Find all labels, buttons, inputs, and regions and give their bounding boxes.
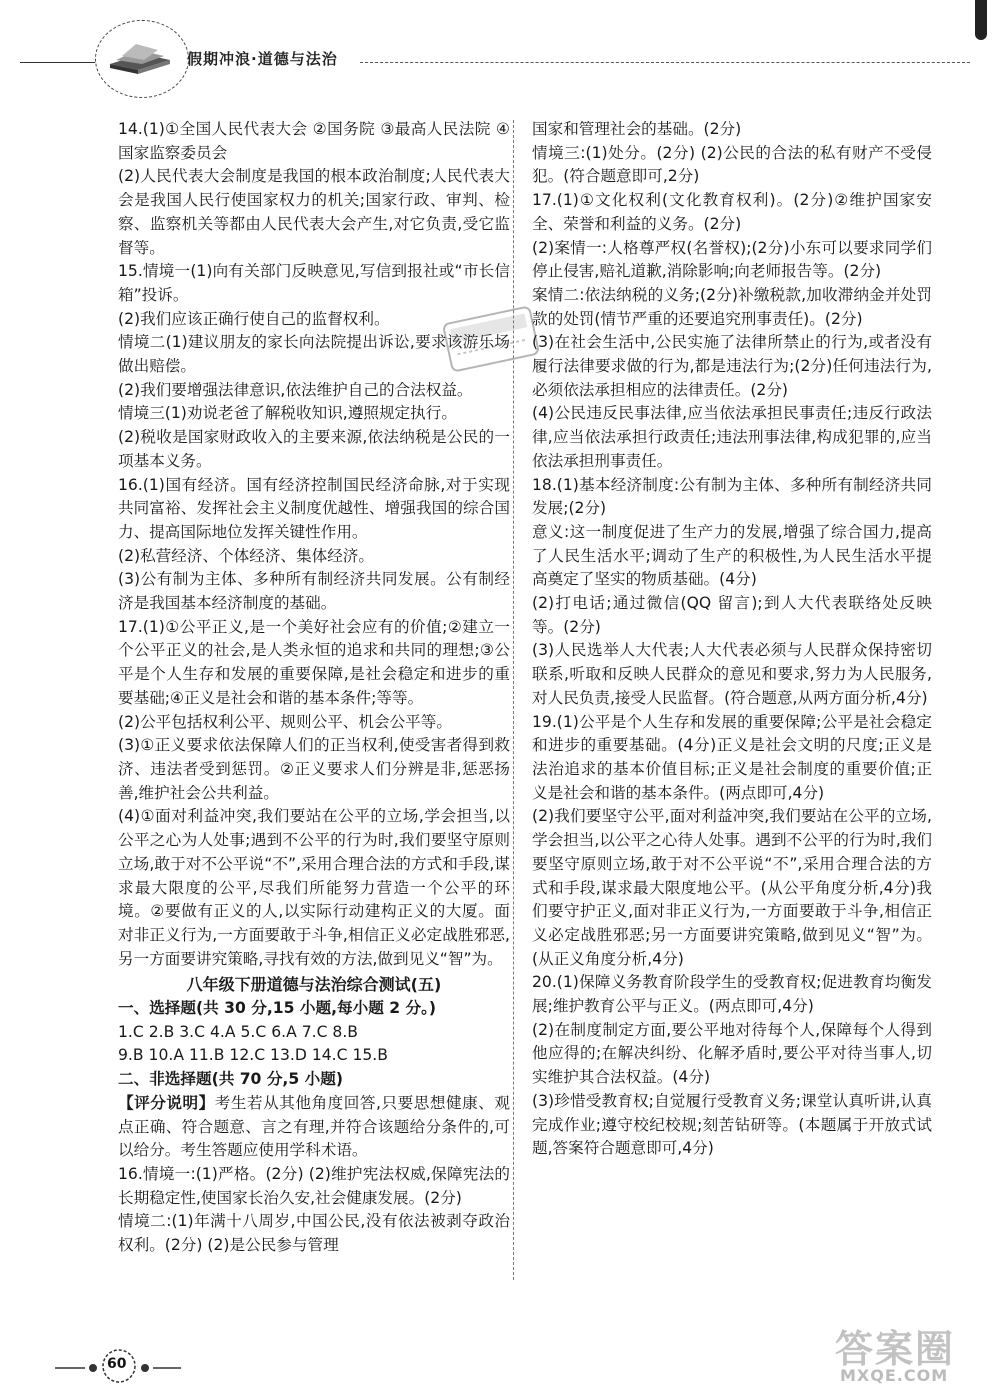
answer-paragraph: 意义:这一制度促进了生产力的发展,增强了综合国力,提高了人民生活水平;调动了生产的积极性,为人民生活水平提高奠定了坚实的物质基础。(4分)	[532, 522, 932, 589]
answer-paragraph: (3)①正义要求依法保障人们的正当权利,使受害者得到救济、违法者受到惩罚。②正义要求人们分辨是非,惩恶扬善,维护社会公共利益。	[118, 736, 510, 802]
answer-paragraph: 案情二:依法纳税的义务;(2分)补缴税款,加收滞纳金并处罚款的处罚(情节严重的还要追究刑事责任)。(2分)	[532, 285, 932, 328]
scoring-note	[118, 1092, 510, 1163]
answer-paragraph: (2)在制度制定方面,要公平地对待每个人,保障每个人得到他应得的;在解决纠纷、化解矛盾时,要公平对待当事人,切实维护其合法权益。(4分)	[532, 1020, 932, 1087]
answer-paragraph: 16.情境一:(1)严格。(2分) (2)维护宪法权威,保障宪法的长期稳定性,使国家长治久安,社会健康发展。(2分)	[118, 1164, 510, 1207]
answer-paragraph: (2)税收是国家财政收入的主要来源,依法纳税是公民的一项基本义务。	[118, 428, 510, 470]
answer-paragraph: (2)我们应该正确行使自己的监督权利。	[118, 309, 390, 328]
book-icon	[108, 40, 172, 74]
answer-paragraph: (2)公平包括权利公平、规则公平、机会公平等。	[118, 712, 452, 731]
answer-paragraph: (2)我们要增强法律意识,依法维护自己的合法权益。	[118, 380, 473, 399]
answer-paragraph: (2)人民代表大会制度是我国的根本政治制度;人民代表大会是我国人民行使国家权力的机关;国家行政、审判、检察、监察机关等都由人民代表大会产生,对它负责,受它监督等。	[118, 167, 510, 257]
column-divider	[513, 120, 514, 1280]
header-title: 假期冲浪·道德与法治	[187, 50, 338, 68]
answer-paragraph: 14.(1)①全国人民代表大会 ②国务院 ③最高人民法院 ④国家监察委员会	[118, 120, 510, 162]
choice-answers-line: 9.B 10.A 11.B 12.C 13.D 14.C 15.B	[118, 1046, 388, 1065]
answer-paragraph: 20.(1)保障义务教育阶段学生的受教育权;促进教育均衡发展;维护教育公平与正义。(两点即可,4分)	[532, 973, 932, 1016]
answer-paragraph: 16.(1)国有经济。国有经济控制国民经济命脉,对于实现共同富裕、发挥社会主义制度优越性、增强我国的综合国力、提高国际地位发挥关键性作用。	[118, 475, 510, 541]
answer-paragraph: (3)珍惜受教育权;自觉履行受教育义务;课堂认真听讲,认真完成作业;遵守校纪校规;刻苦钻研等。(本题属于开放式试题,答案符合题意即可,4分)	[532, 1091, 932, 1158]
answer-paragraph: (2)私营经济、个体经济、集体经济。	[118, 546, 374, 565]
left-column	[118, 118, 510, 1258]
page-header	[0, 0, 1000, 90]
answer-paragraph: 情境二:(1)年满十八周岁,中国公民,没有依法被剥夺政治权利。(2分) (2)是公民参与管理	[118, 1212, 510, 1255]
answer-paragraph: (4)①面对利益冲突,我们要站在公平的立场,学会担当,以公平之心为人处事;遇到不公平的行为时,我们要坚守原则立场,敢于对不公平说“不”,采用合理合法的方式和手段,谋求最大限度的公平,尽我们所能努力营造一个公平的环境。②要做有正义的人,以实际行动建构正义的大厦。面对非正义行为,一方面要敢于斗争,相信正义必定战胜邪恶,另一方面要讲究策略,寻找有效的方法,做到见义“智”为。	[118, 807, 510, 968]
answer-paragraph: 情境三:(1)处分。(2分) (2)公民的合法的私有财产不受侵犯。(符合题意即可,2分)	[532, 143, 932, 186]
answer-paragraph: 19.(1)公平是个人生存和发展的重要保障;公平是社会稳定和进步的重要基础。(4分)正义是社会文明的尺度;正义是法治追求的基本价值目标;正义是社会制度的重要价值;正义是社会和谐的基本条件。(两点即可,4分)	[532, 712, 932, 802]
right-column	[532, 118, 932, 1161]
part2-heading: 二、非选择题(共 70 分,5 小题)	[118, 1070, 343, 1089]
answer-paragraph: 情境二(1)建议朋友的家长向法院提出诉讼,要求该游乐场做出赔偿。	[118, 333, 510, 376]
watermark-url: MXQE.COM	[840, 1366, 949, 1385]
scoring-text: 考生若从其他角度回答,只要思想健康、观点正确、符合题意、言之有理,并符合该题给分条件的,可以给分。考生答题应使用学科术语。	[118, 1093, 510, 1160]
choice-answers-line: 1.C 2.B 3.C 4.A 5.C 6.A 7.C 8.B	[118, 1022, 359, 1041]
answer-paragraph: 17.(1)①公平正义,是一个美好社会应有的价值;②建立一个公平正义的社会,是人类永恒的追求和共同的理想;③公平是个人生存和发展的重要保障,是社会稳定和进步的重要基础;④正义是社会和谐的基本条件;等等。	[118, 617, 510, 707]
answer-paragraph: 国家和管理社会的基础。(2分)	[532, 120, 742, 138]
watermark-logo: 答案圈	[835, 1327, 956, 1371]
answer-paragraph: (4)公民违反民事法律,应当依法承担民事责任;违反行政法律,应当依法承担行政责任;违法刑事法律,构成犯罪的,应当依法承担刑事责任。	[532, 404, 932, 470]
answer-paragraph: (2)打电话;通过微信(QQ 留言);到人大代表联络处反映等。(2分)	[532, 594, 932, 636]
answer-paragraph: (2)我们要坚守公平,面对利益冲突,我们要站在公平的立场,学会担当,以公平之心待人处事。遇到不公平的行为时,我们要坚守原则立场,敢于对不公平说“不”,采用合理合法的方式和手段,谋求最大限度地公平。(从公平角度分析,4分)我们要守护正义,面对非正义行为,一方面要敢于斗争,相信正义必定战胜邪恶;另一方面要讲究策略,做到见义“智”为。(从正义角度分析,4分)	[532, 807, 932, 968]
corner-tab	[975, 0, 987, 40]
answer-paragraph: 情境三(1)劝说老爸了解税收知识,遵照规定执行。	[118, 404, 457, 423]
answer-paragraph: 17.(1)①文化权利(文化教育权利)。(2分)②维护国家安全、荣誉和利益的义务。(2分)	[532, 191, 932, 233]
answer-paragraph: (3)人民选举人大代表;人大代表必须与人民群众保持密切联系,听取和反映人民群众的意见和要求,努力为人民服务,对人民负责,接受人民监督。(符合题意,从两方面分析,4分)	[532, 641, 932, 707]
page-number: 60	[107, 1356, 127, 1372]
answer-paragraph: 18.(1)基本经济制度:公有制为主体、多种所有制经济共同发展;(2分)	[532, 475, 932, 518]
header-rule-right	[360, 62, 970, 63]
scoring-label: 【评分说明】	[118, 1093, 215, 1112]
part1-heading: 一、选择题(共 30 分,15 小题,每小题 2 分。)	[118, 999, 437, 1018]
answer-paragraph: 15.情境一(1)向有关部门反映意见,写信到报社或“市长信箱”投诉。	[118, 262, 510, 304]
answer-paragraph: (3)在社会生活中,公民实施了法律所禁止的行为,或者没有履行法律要求做的行为,都是违法行为;(2分)任何违法行为,必须依法承担相应的法律责任。(2分)	[532, 333, 932, 399]
answer-paragraph: (2)案情一:人格尊严权(名誉权);(2分)小东可以要求同学们停止侵害,赔礼道歉,消除影响;向老师报告等。(2分)	[532, 238, 932, 281]
answer-paragraph: (3)公有制为主体、多种所有制经济共同发展。公有制经济是我国基本经济制度的基础。	[118, 570, 510, 613]
section-title: 八年级下册道德与法治综合测试(五)	[186, 975, 442, 995]
